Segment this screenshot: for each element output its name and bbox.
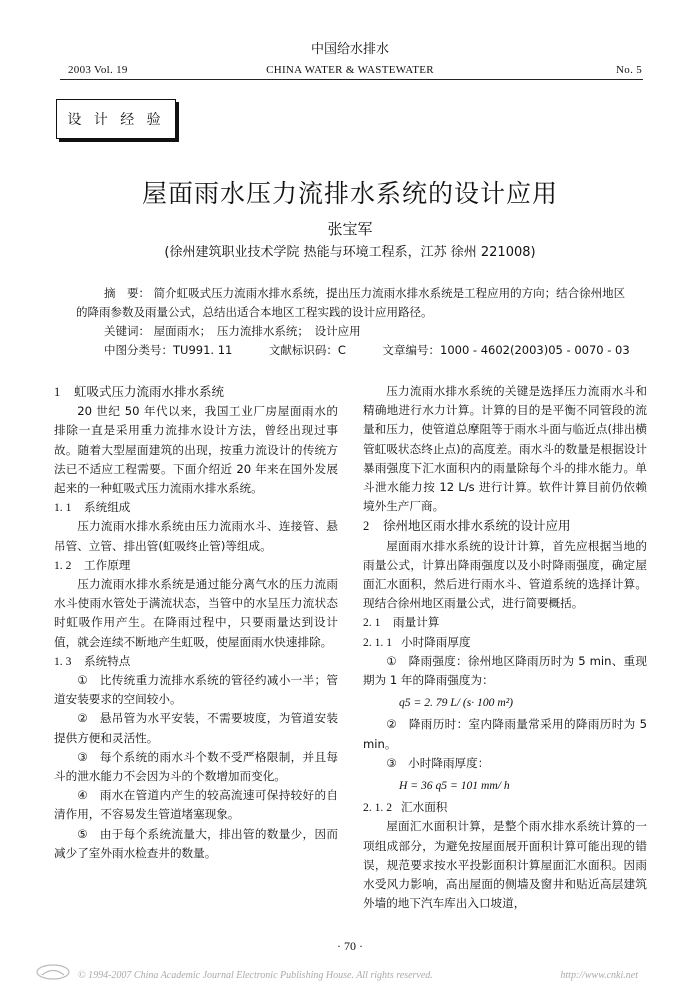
list-item: ③ 小时降雨厚度：	[386, 755, 490, 770]
section-heading: 2 徐州地区雨水排水系统的设计应用	[363, 518, 571, 534]
section-label-box	[56, 99, 176, 139]
classification-line	[104, 341, 630, 360]
clc-number: TU991. 11	[173, 343, 233, 357]
article-title: 屋面雨水压力流排水系统的设计应用	[141, 179, 558, 208]
keywords-text: 屋面雨水； 压力流排水系统； 设计应用	[153, 324, 361, 338]
article-no: 1000 - 4602(2003)05 - 0070 - 03	[440, 343, 630, 357]
doc-code-label: 文献标识码：	[268, 343, 338, 357]
subsubsection-heading: 2. 1. 2 汇水面积	[363, 800, 448, 815]
cnki-logo-icon	[36, 964, 70, 980]
paragraph: 屋面雨水排水系统的设计计算，首先应根据当地的雨量公式，计算出降雨强度以及小时降雨强度，确定屋面汇水面积，然后进行雨水斗、管道系统的选择计算。现结合徐州地区雨量公式，进行简要概括。	[363, 538, 647, 611]
subsection-heading: 1. 1 系统组成	[54, 500, 131, 515]
keywords	[104, 322, 361, 341]
journal-name-cn: 中国给水排水	[310, 42, 389, 57]
header-rule	[60, 79, 643, 80]
list-item: ③ 每个系统的雨水斗个数不受严格限制，并且每斗的泄水能力不会因为斗的个数增加而变化。	[54, 749, 338, 784]
list-item: ② 降雨历时：室内降雨量常采用的降雨历时为 5 min。	[363, 717, 647, 751]
paragraph: 压力流雨水排水系统由压力流雨水斗、连接管、悬吊管、立管、排出管(虹吸终止管)等组成。	[54, 519, 338, 553]
page-number: · 70 ·	[337, 939, 363, 953]
subsection-heading: 2. 1 雨量计算	[363, 615, 440, 630]
formula-rain-intensity: q5 = 2. 79 L/ (s· 100 m²)	[399, 696, 514, 710]
paragraph: 20 世纪 50 年代以来，我国工业厂房屋面雨水的排除一直是采用重力流排水设计方法，曾经出现过事故。随着大型屋面建筑的出现，按重力流设计的传统方法已不适应工程需要。下面介绍近 20 年来在国外发展起来的一种虹吸式压力流雨水排水系统。	[54, 404, 338, 496]
paragraph: 屋面汇水面积计算，是整个雨水排水系统计算的一项组成部分，为避免按屋面展开面积计算可能出现的错误，规范要求按水平投影面积计算屋面汇水面积。因雨水受风力影响，高出屋面的侧墙及窗井和贴近高层建筑外墙的地下汽车库出入口坡道，	[363, 819, 647, 911]
paragraph: 压力流雨水排水系统是通过能分离气水的压力流雨水斗使雨水管处于满流状态，当管中的水呈压力流状态时虹吸作用产生。在降雨过程中，只要雨量达到设计值，就会连续不断地产生虹吸，使屋面雨水快速排除。	[54, 577, 338, 649]
list-item: ① 降雨强度：徐州地区降雨历时为 5 min、重现期为 1 年的降雨强度为：	[363, 653, 647, 688]
abstract-label: 摘 要：	[104, 286, 150, 300]
list-item: ⑤ 由于每个系统流量大，排出管的数量少，因而减少了室外雨水检查井的数量。	[54, 826, 338, 860]
section-heading: 1 虹吸式压力流雨水排水系统	[54, 384, 225, 399]
abstract-text: 简介虹吸式压力流雨水排水系统，提出压力流雨水排水系统是工程应用的方向；结合徐州地区的降雨参数及雨量公式，总结出适合本地区工程实践的设计应用路径。	[76, 286, 626, 319]
paragraph: 压力流雨水排水系统的关键是选择压力流雨水斗和精确地进行水力计算。计算的目的是平衡不同管段的流量和压力，使管道总摩阻等于雨水斗面与临近点(排出横管虹吸状态终止点)的高度差。雨水斗的数量是根据设计暴雨强度下汇水面积内的雨量除每个斗的排水能力。单斗泄水能力按 12 L/s 进行计算。软件计算目前仍依赖境外生产厂商。	[363, 384, 647, 514]
copyright-footer	[78, 970, 638, 981]
right-column	[363, 382, 647, 913]
copyright-text: © 1994-2007 China Academic Journal Electronic Publishing House. All rights reserved.	[78, 970, 433, 981]
author-affiliation: (徐州建筑职业技术学院 热能与环境工程系，江苏 徐州 221008)	[164, 245, 536, 260]
section-label: 设 计 经 验	[67, 112, 165, 128]
author-name: 张宝军	[327, 220, 373, 238]
subsubsection-heading: 2. 1. 1 小时降雨厚度	[363, 634, 471, 649]
list-item: ④ 雨水在管道内产生的较高流速可保持较好的自清作用，不容易发生管道堵塞现象。	[54, 788, 338, 822]
cnki-url-link[interactable]: http://www.cnki.net	[560, 970, 638, 981]
left-column	[54, 382, 338, 863]
keywords-label: 关键词：	[104, 324, 150, 338]
journal-name-en: CHINA WATER & WASTEWATER	[266, 64, 434, 76]
abstract	[76, 284, 632, 322]
volume-info: 2003 Vol. 19	[68, 64, 128, 76]
list-item: ① 比传统重力流排水系统的管径约减小一半；管道安装要求的空间较小。	[54, 673, 338, 707]
clc-label: 中图分类号：	[104, 343, 173, 357]
formula-rain-depth: H = 36 q5 = 101 mm/ h	[399, 779, 510, 793]
subsection-heading: 1. 2 工作原理	[54, 557, 131, 572]
article-no-label: 文章编号：	[382, 343, 440, 357]
doc-code: C	[337, 343, 346, 357]
subsection-heading: 1. 3 系统特点	[54, 653, 131, 668]
issue-number: No. 5	[616, 64, 642, 76]
list-item: ② 悬吊管为水平安装，不需要坡度，为管道安装提供方便和灵活性。	[54, 711, 338, 745]
